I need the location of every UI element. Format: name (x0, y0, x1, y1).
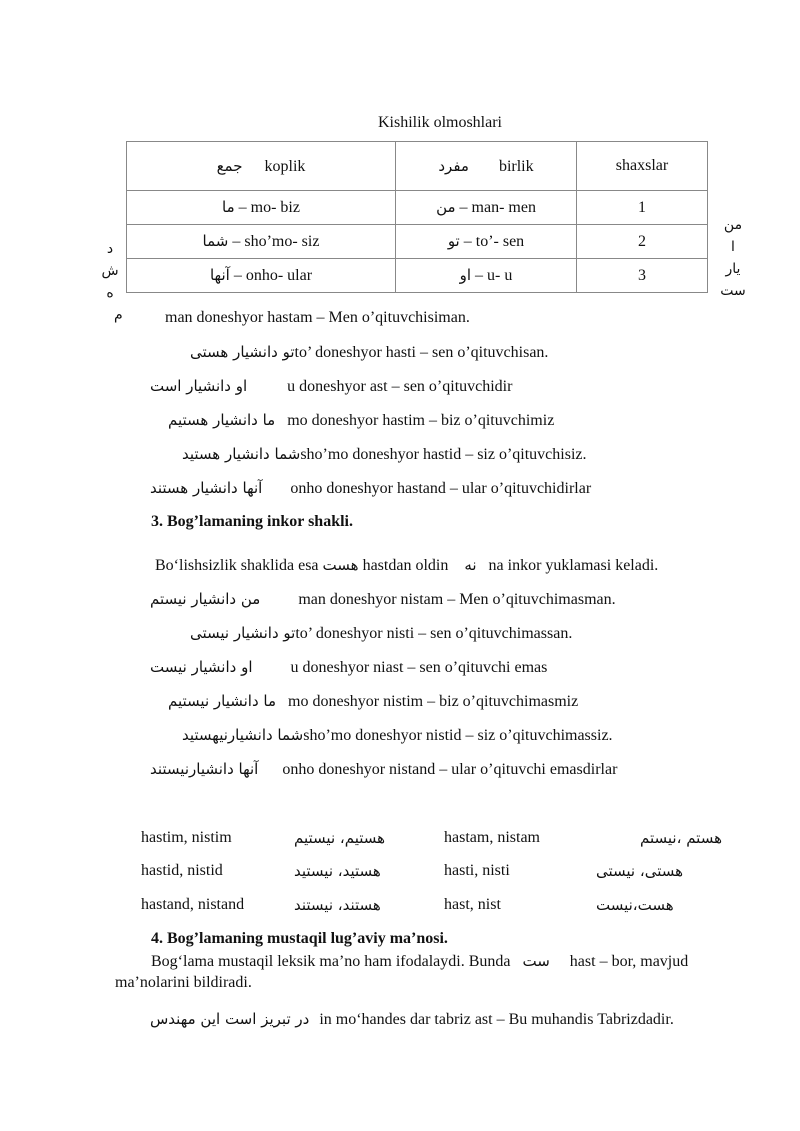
table-header-row (127, 142, 708, 191)
margin-char: من (723, 217, 743, 233)
example-line (190, 623, 572, 644)
example-fa: من دانشيار نيستم (150, 590, 261, 608)
margin-char: يار (725, 261, 741, 277)
inline-fa: هست (322, 556, 359, 574)
inline-fa: ست (522, 952, 550, 970)
example-uz: u doneshyor niast – sen o’qituvchi emas (290, 659, 548, 676)
inline-fa: نه (464, 556, 477, 574)
example-line (150, 376, 512, 397)
example-uz: onho doneshyor nistand – ular o’qituvchi emasdirlar (282, 761, 618, 778)
cell-singular-uz: – to’- sen (463, 233, 525, 250)
example-line (168, 691, 578, 712)
example-line (165, 308, 470, 328)
example-uz: in mo‘handes dar tabriz ast – Bu muhandis Tabrizdadir. (319, 1011, 674, 1028)
page-title: Kishilik olmoshlari (378, 114, 502, 131)
cell-plural (127, 191, 396, 225)
example-line (150, 759, 617, 780)
cell-plural-uz: – onho- ular (233, 267, 313, 284)
margin-right-fragment (716, 214, 750, 302)
cell-person: 2 (577, 225, 708, 259)
form-left-uz: hastand, nistand (141, 896, 245, 913)
example-uz: to’ doneshyor hasti – sen o’qituvchisan. (294, 344, 549, 361)
example-line (150, 657, 547, 678)
cell-singular-fa: تو (447, 232, 460, 250)
paragraph-text: hast – bor, mavjud (569, 953, 689, 970)
cell-singular-uz: – u- u (475, 267, 513, 284)
paragraph-text: Bo‘lishsizlik shaklida esa (155, 557, 319, 574)
header-singular (396, 142, 577, 191)
section-heading: 3. Bog’lamaning inkor shakli. (151, 513, 353, 530)
cell-plural-uz: – mo- biz (238, 199, 300, 216)
cell-plural-fa: ما (222, 198, 235, 216)
example-fa: تو دانشيار هستی (190, 343, 295, 361)
margin-char: م (114, 307, 123, 323)
form-right-fa: هست،نيست (596, 896, 674, 914)
example-fa: او دانشيار است (150, 377, 248, 395)
example-fa: شما دانشيارنيهستيد (182, 726, 304, 744)
example-line (190, 342, 548, 363)
cell-person: 3 (577, 259, 708, 293)
form-left-fa: هستند، نيستند (294, 896, 381, 914)
example-uz: sho’mo doneshyor nistid – siz o’qituvchimassiz. (303, 727, 613, 744)
form-left-fa: هستيد، نيستيد (294, 862, 381, 880)
form-left-uz: hastid, nistid (141, 862, 223, 879)
cell-plural (127, 259, 396, 293)
header-singular-fa: مفرد (438, 156, 469, 175)
form-right-fa: هستی، نيستی (596, 862, 684, 880)
example-uz: man doneshyor nistam – Men o’qituvchimasman. (298, 591, 616, 608)
cell-plural-fa: آنها (209, 266, 230, 284)
example-uz: sho’mo doneshyor hastid – siz o’qituvchisiz. (300, 446, 587, 463)
example-line (168, 410, 554, 431)
example-fa: تو دانشيار نيستی (190, 624, 296, 642)
cell-singular (396, 191, 577, 225)
cell-plural-uz: – sho’mo- siz (232, 233, 320, 250)
margin-left-fragment (100, 238, 123, 326)
example-fa: ما دانشيار نيستيم (168, 692, 277, 710)
cell-singular-fa: او (459, 266, 472, 284)
section-paragraph (151, 951, 688, 972)
table-row (127, 191, 708, 225)
form-left-uz: hastim, nistim (141, 829, 232, 846)
table-row (127, 259, 708, 293)
form-right-uz: hast, nist (444, 896, 501, 913)
example-line (150, 478, 591, 499)
margin-char: ست (720, 283, 746, 299)
example-line (150, 1009, 674, 1030)
example-uz: onho doneshyor hastand – ular o’qituvchidirlar (290, 480, 592, 497)
example-uz: to’ doneshyor nisti – sen o’qituvchimassan. (295, 625, 573, 642)
cell-singular (396, 259, 577, 293)
table-row (127, 225, 708, 259)
form-right-uz: hasti, nisti (444, 862, 510, 879)
header-person-uz: shaxslar (615, 157, 669, 174)
paragraph-text: hastdan oldin (362, 557, 449, 574)
example-fa: آنها دانشيار هستند (150, 479, 263, 497)
example-uz: mo doneshyor hastim – biz o’qituvchimiz (287, 412, 555, 429)
section-heading: 4. Bog’lamaning mustaqil lug’aviy ma’nosi. (151, 930, 448, 947)
form-right-uz: hastam, nistam (444, 829, 540, 846)
example-fa: او دانشيار نيست (150, 658, 253, 676)
paragraph-text: Bog‘lama mustaqil leksik ma’no ham ifodalaydi. Bunda (151, 953, 511, 970)
margin-char: د (106, 241, 114, 257)
section-paragraph-line: ma’nolarini bildiradi. (115, 974, 252, 991)
form-right-fa: هستم ،نيستم (640, 829, 723, 847)
margin-char: ا (731, 239, 735, 255)
header-plural-uz: koplik (264, 157, 306, 175)
example-fa: آنها دانشيارنيستند (150, 760, 259, 778)
example-line (182, 444, 587, 465)
example-uz: u doneshyor ast – sen o’qituvchidir (287, 378, 513, 395)
example-line (150, 589, 616, 610)
cell-plural-fa: شما (202, 232, 229, 250)
cell-singular-uz: – man- men (459, 199, 536, 216)
header-plural-fa: جمع (216, 156, 243, 175)
form-left-fa: هستيم، نيستيم (294, 829, 386, 847)
cell-singular-fa: من (436, 198, 456, 216)
pronoun-table (126, 141, 708, 293)
example-line (182, 725, 613, 746)
section-paragraph (155, 555, 658, 576)
example-uz: mo doneshyor nistim – biz o’qituvchimasmiz (288, 693, 579, 710)
margin-char: ه (106, 285, 114, 301)
paragraph-text: na inkor yuklamasi keladi. (488, 557, 659, 574)
header-singular-uz: birlik (498, 157, 534, 175)
example-fa: شما دانشيار هستيد (182, 445, 301, 463)
header-plural (127, 142, 396, 191)
cell-singular (396, 225, 577, 259)
cell-plural (127, 225, 396, 259)
example-uz: man doneshyor hastam – Men o’qituvchisiman. (165, 309, 470, 326)
margin-char: ش (101, 263, 119, 279)
header-person (577, 142, 708, 191)
example-fa: در تبريز است اين مهندس (150, 1010, 310, 1028)
cell-person: 1 (577, 191, 708, 225)
example-fa: ما دانشيار هستيم (168, 411, 276, 429)
